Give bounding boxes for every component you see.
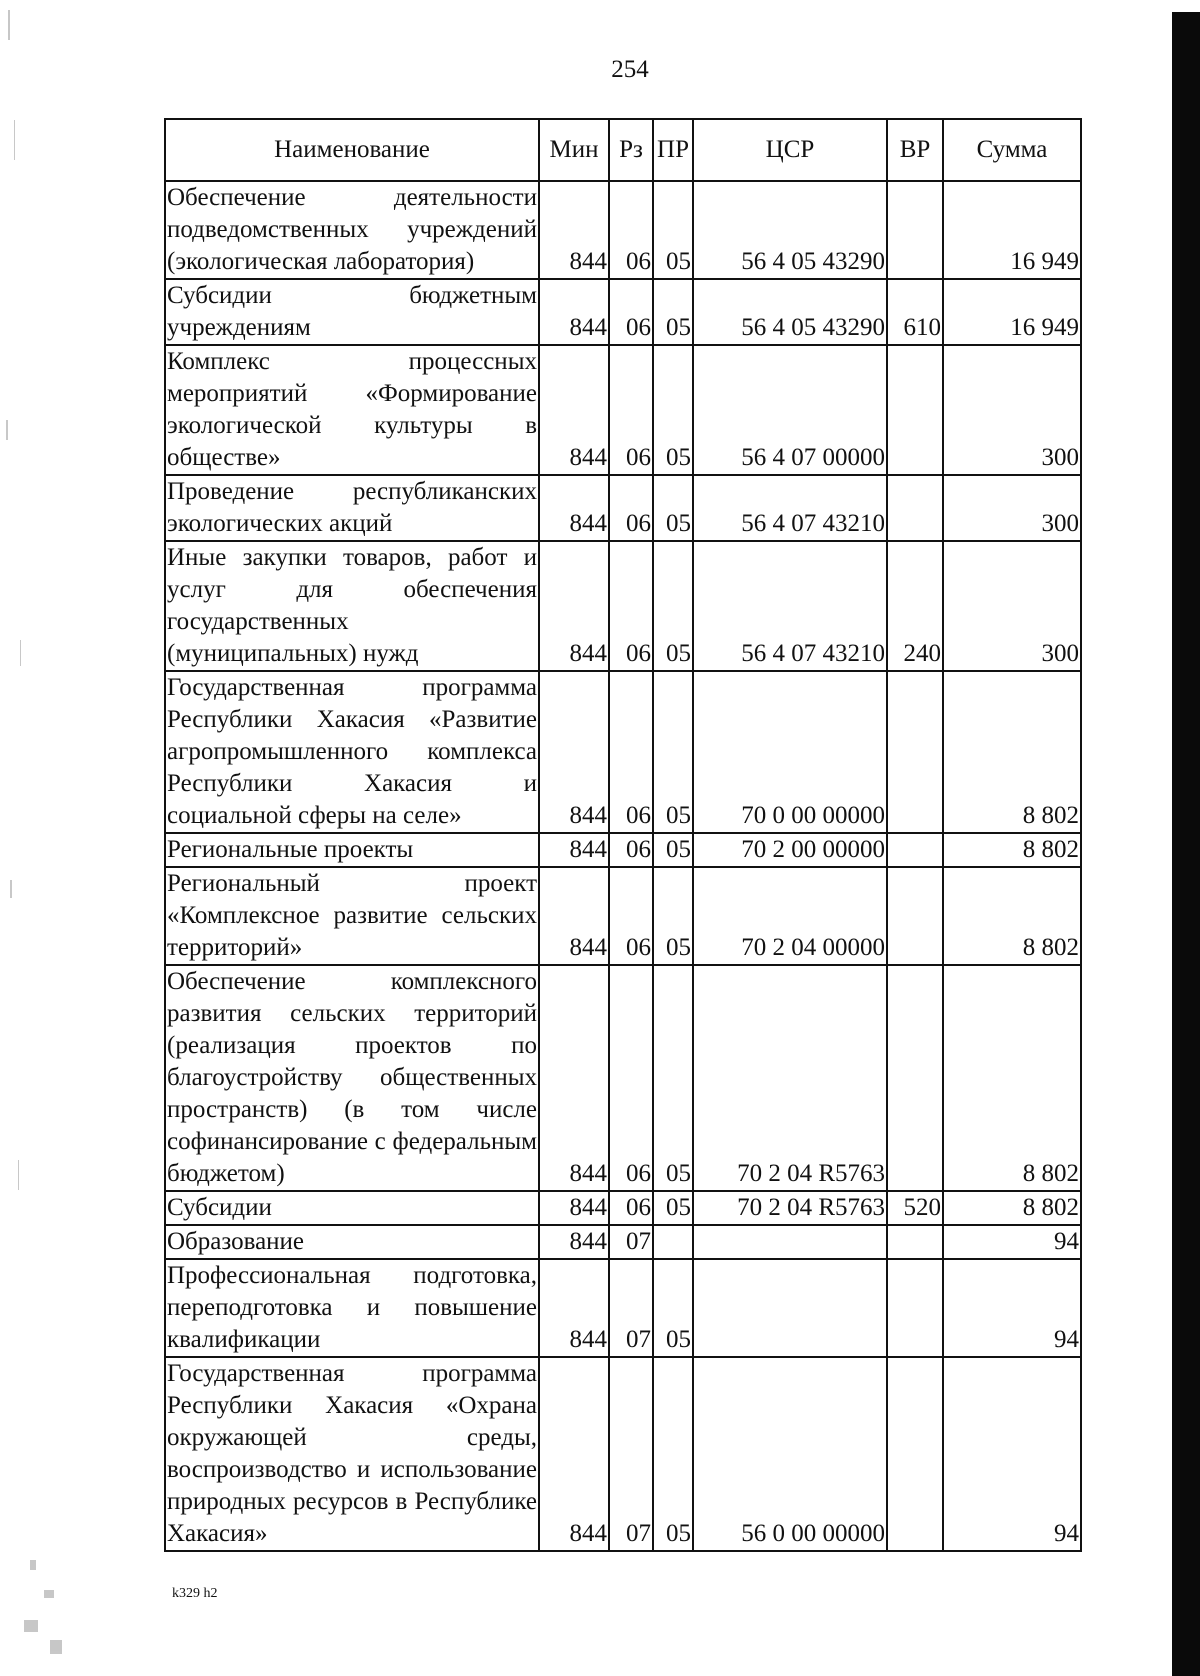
row-sum: 16 949 <box>943 181 1081 279</box>
table-row <box>165 1225 1081 1259</box>
row-min: 844 <box>539 1259 609 1357</box>
footer-code: k329 h2 <box>172 1586 218 1601</box>
row-rz: 06 <box>609 867 653 965</box>
row-csr <box>693 1225 887 1259</box>
row-pr: 05 <box>653 475 693 541</box>
row-min: 844 <box>539 541 609 671</box>
row-name: Региональные проекты <box>165 833 539 867</box>
row-pr: 05 <box>653 833 693 867</box>
row-pr: 05 <box>653 1357 693 1551</box>
row-csr: 70 0 00 00000 <box>693 671 887 833</box>
row-pr: 05 <box>653 1259 693 1357</box>
row-pr <box>653 1225 693 1259</box>
table-row <box>165 867 1081 965</box>
row-name: Обеспечение деятельности подведомственных учреждений (экологическая лаборатория) <box>165 181 539 279</box>
table-row <box>165 475 1081 541</box>
row-rz: 07 <box>609 1357 653 1551</box>
row-sum: 8 802 <box>943 1191 1081 1225</box>
row-vr <box>887 475 943 541</box>
row-min: 844 <box>539 867 609 965</box>
row-name: Субсидии бюджетным учреждениям <box>165 279 539 345</box>
row-csr: 56 4 05 43290 <box>693 181 887 279</box>
row-name: Субсидии <box>165 1191 539 1225</box>
row-pr: 05 <box>653 965 693 1191</box>
row-name: Комплекс процессных мероприятий «Формирование экологической культуры в обществе» <box>165 345 539 475</box>
row-csr: 70 2 04 R5763 <box>693 1191 887 1225</box>
row-sum: 300 <box>943 541 1081 671</box>
row-rz: 06 <box>609 345 653 475</box>
row-min: 844 <box>539 833 609 867</box>
row-vr: 610 <box>887 279 943 345</box>
row-vr <box>887 1259 943 1357</box>
row-min: 844 <box>539 965 609 1191</box>
row-min: 844 <box>539 475 609 541</box>
row-sum: 300 <box>943 345 1081 475</box>
row-vr <box>887 833 943 867</box>
table-row <box>165 965 1081 1191</box>
row-min: 844 <box>539 181 609 279</box>
scan-noise <box>0 0 70 1676</box>
row-pr: 05 <box>653 279 693 345</box>
row-min: 844 <box>539 1191 609 1225</box>
row-csr: 70 2 04 00000 <box>693 867 887 965</box>
row-name: Региональный проект «Комплексное развитие сельских территорий» <box>165 867 539 965</box>
row-rz: 06 <box>609 279 653 345</box>
row-vr: 240 <box>887 541 943 671</box>
row-name: Проведение республиканских экологических акций <box>165 475 539 541</box>
row-pr: 05 <box>653 181 693 279</box>
row-csr <box>693 1259 887 1357</box>
row-sum: 94 <box>943 1225 1081 1259</box>
row-vr <box>887 867 943 965</box>
row-vr <box>887 345 943 475</box>
row-sum: 94 <box>943 1357 1081 1551</box>
row-pr: 05 <box>653 671 693 833</box>
table-row <box>165 541 1081 671</box>
budget-table <box>164 118 1082 1552</box>
header-csr: ЦСР <box>693 119 887 181</box>
row-rz: 06 <box>609 475 653 541</box>
row-csr: 56 4 07 43210 <box>693 541 887 671</box>
table-row <box>165 1191 1081 1225</box>
header-name: Наименование <box>165 119 539 181</box>
row-vr <box>887 181 943 279</box>
scan-edge-shadow <box>1172 12 1200 1676</box>
table-row <box>165 671 1081 833</box>
row-min: 844 <box>539 279 609 345</box>
row-csr: 56 4 07 43210 <box>693 475 887 541</box>
row-vr <box>887 965 943 1191</box>
row-min: 844 <box>539 345 609 475</box>
row-csr: 56 4 05 43290 <box>693 279 887 345</box>
table-row <box>165 1357 1081 1551</box>
row-vr: 520 <box>887 1191 943 1225</box>
row-name: Профессиональная подготовка, переподготовка и повышение квалификации <box>165 1259 539 1357</box>
row-rz: 06 <box>609 541 653 671</box>
row-name: Государственная программа Республики Хакасия «Развитие агропромышленного комплекса Республики Хакасия и социальной сферы на селе» <box>165 671 539 833</box>
row-csr: 56 4 07 00000 <box>693 345 887 475</box>
row-rz: 06 <box>609 833 653 867</box>
row-sum: 94 <box>943 1259 1081 1357</box>
header-sum: Сумма <box>943 119 1081 181</box>
page-number: 254 <box>611 56 649 83</box>
table-row <box>165 345 1081 475</box>
header-vr: ВР <box>887 119 943 181</box>
table-row <box>165 1259 1081 1357</box>
row-sum: 8 802 <box>943 965 1081 1191</box>
row-vr <box>887 1225 943 1259</box>
row-sum: 8 802 <box>943 867 1081 965</box>
row-rz: 07 <box>609 1225 653 1259</box>
header-pr: ПР <box>653 119 693 181</box>
row-rz: 06 <box>609 1191 653 1225</box>
table-row <box>165 181 1081 279</box>
row-csr: 70 2 00 00000 <box>693 833 887 867</box>
row-rz: 06 <box>609 671 653 833</box>
row-min: 844 <box>539 1357 609 1551</box>
row-name: Иные закупки товаров, работ и услуг для обеспечения государственных (муниципальных) нужд <box>165 541 539 671</box>
row-name: Обеспечение комплексного развития сельских территорий (реализация проектов по благоустройству общественных пространств) (в том числе софинансирование с федеральным бюджетом) <box>165 965 539 1191</box>
row-pr: 05 <box>653 867 693 965</box>
row-pr: 05 <box>653 1191 693 1225</box>
row-name: Государственная программа Республики Хакасия «Охрана окружающей среды, воспроизводство и использование природных ресурсов в Республике Хакасия» <box>165 1357 539 1551</box>
row-sum: 300 <box>943 475 1081 541</box>
row-rz: 06 <box>609 965 653 1191</box>
row-csr: 70 2 04 R5763 <box>693 965 887 1191</box>
header-rz: Рз <box>609 119 653 181</box>
row-pr: 05 <box>653 541 693 671</box>
row-min: 844 <box>539 1225 609 1259</box>
row-pr: 05 <box>653 345 693 475</box>
row-vr <box>887 1357 943 1551</box>
row-rz: 07 <box>609 1259 653 1357</box>
table-header-row <box>165 119 1081 181</box>
header-min: Мин <box>539 119 609 181</box>
row-name: Образование <box>165 1225 539 1259</box>
row-sum: 8 802 <box>943 671 1081 833</box>
table-row <box>165 833 1081 867</box>
row-vr <box>887 671 943 833</box>
table-row <box>165 279 1081 345</box>
row-min: 844 <box>539 671 609 833</box>
row-sum: 16 949 <box>943 279 1081 345</box>
row-rz: 06 <box>609 181 653 279</box>
row-csr: 56 0 00 00000 <box>693 1357 887 1551</box>
row-sum: 8 802 <box>943 833 1081 867</box>
